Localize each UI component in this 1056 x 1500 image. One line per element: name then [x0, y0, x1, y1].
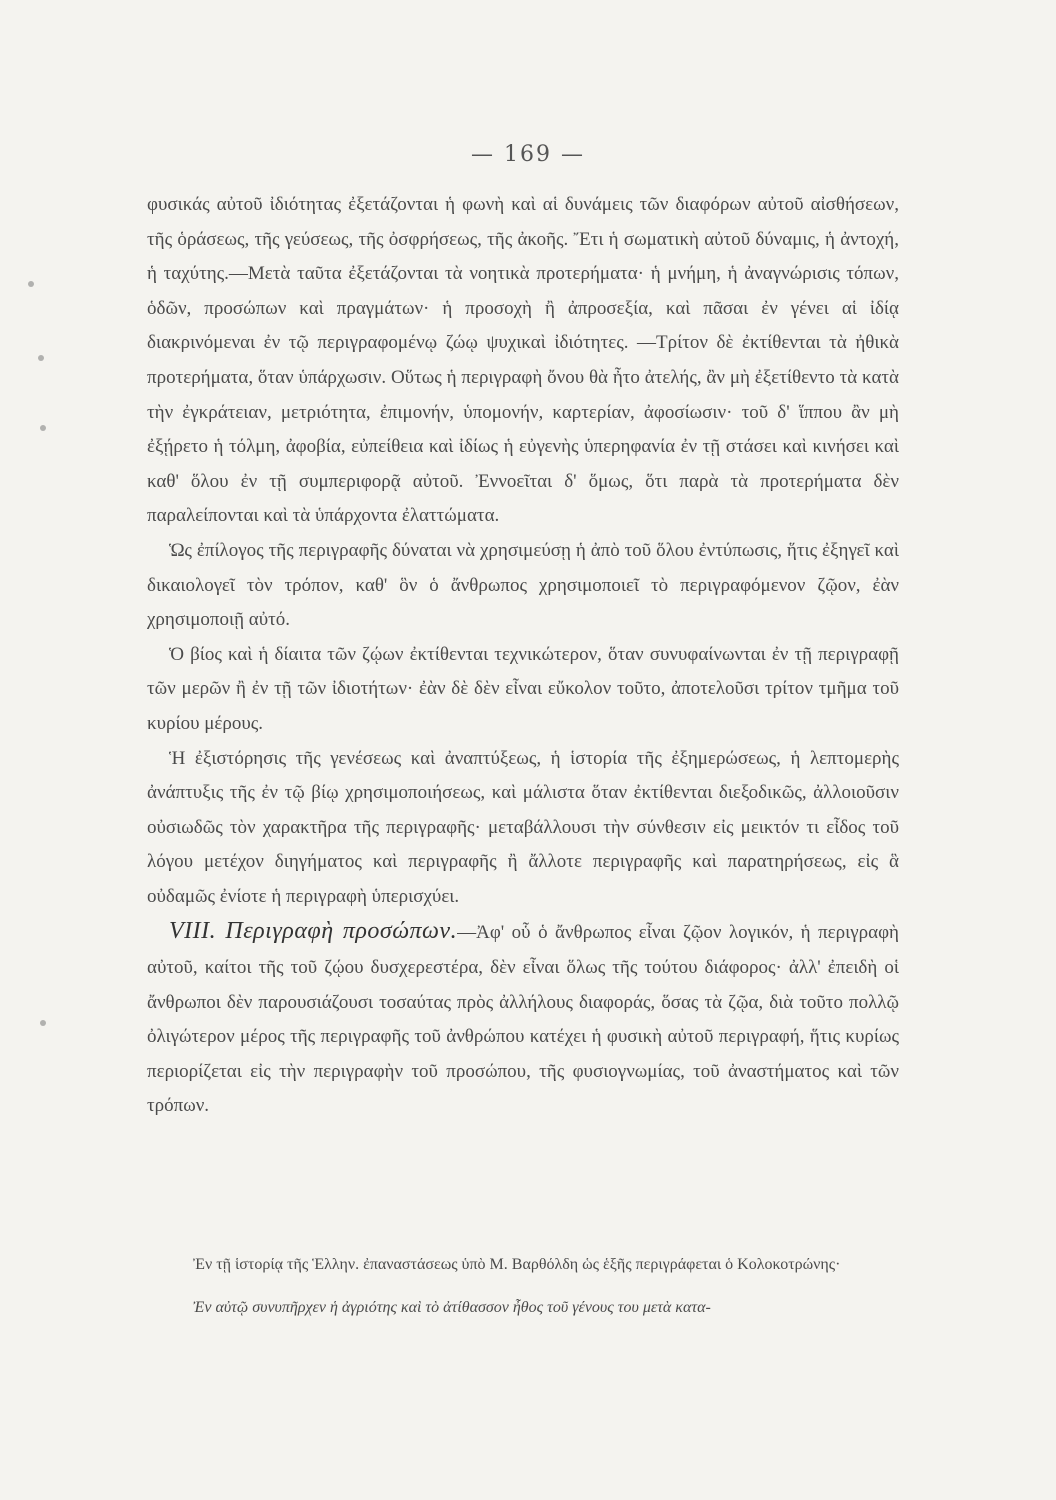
section-heading: VIII. Περιγραφὴ προσώπων.	[169, 918, 458, 945]
quote-excerpt: Ἐν αὐτῷ συνυπῆρχεν ἡ ἀγριότης καὶ τὸ ἀτίθασσον ἦθος τοῦ γένους του μετὰ κατα-	[193, 1299, 711, 1316]
section-text: —Ἀφ' οὗ ὁ ἄνθρωπος εἶναι ζῷον λογικόν, ἡ περιγραφὴ αὐτοῦ, καίτοι τῆς τοῦ ζῴου δυσχερεστέρα, δὲν εἶναι ὅλως τῆς τούτου διάφορος· ἀλλ' ἐπειδὴ οἱ ἄνθρωποι δὲν παρουσιάζουσι τοσαύτας πρὸς ἀλλήλους διαφοράς, ὅσας τὰ ζῷα, διὰ τοῦτο πολλῷ ὀλιγώτερον μέρος τῆς περιγραφῆς τοῦ ἀνθρώπου κατέχει ἡ φυσικὴ αὐτοῦ περιγραφή, ἥτις κυρίως περιορίζεται εἰς τὴν περιγραφὴν τοῦ προσώπου, τῆς φυσιογνωμίας, τοῦ ἀναστήματος καὶ τῶν τρόπων.	[147, 922, 899, 1117]
scan-speck	[40, 425, 46, 431]
scan-speck	[40, 1020, 46, 1026]
quote-intro: Ἐν τῇ ἱστορίᾳ τῆς Ἑλλην. ἐπαναστάσεως ὑπὸ Μ. Βαρθόλδη ὡς ἑξῆς περιγράφεται ὁ Κολοκοτρώνης·	[193, 1256, 841, 1273]
paragraph-animal-qualities: φυσικάς αὐτοῦ ἰδιότητας ἐξετάζονται ἡ φωνὴ καὶ αἱ δυνάμεις τῶν διαφόρων αὐτοῦ αἰσθήσεων, τῆς ὁράσεως, τῆς γεύσεως, τῆς ὀσφρήσεως, τῆς ἀκοῆς. Ἔτι ἡ σωματικὴ αὐτοῦ δύναμις, ἡ ἀντοχή, ἡ ταχύτης.—Μετὰ ταῦτα ἐξετάζονται τὰ νοητικὰ προτερήματα· ἡ μνήμη, ἡ ἀναγνώρισις τόπων, ὁδῶν, προσώπων καὶ πραγμάτων· ἡ προσοχὴ ἢ ἀπροσεξία, καὶ πᾶσαι ἐν γένει αἱ ἰδίᾳ διακρινόμεναι ἐν τῷ περιγραφομένῳ ζώῳ ψυχικαὶ ἰδιότητες. —Τρίτον δὲ ἐκτίθενται τὰ ἠθικὰ προτερήματα, ὅταν ὑπάρχωσιν. Οὕτως ἡ περιγραφὴ ὄνου θὰ ἦτο ἀτελής, ἂν μὴ ἐξετίθεντο τὰ κατὰ τὴν ἐγκράτειαν, μετριότητα, ἐπιμονήν, ὑπομονήν, καρτερίαν, ἀφοσίωσιν· τοῦ δ' ἵππου ἂν μὴ ἐξῄρετο ἡ τόλμη, ἀφοβία, εὐπείθεια καὶ ἰδίως ἡ εὐγενὴς ὑπερηφανία ἐν τῇ στάσει καὶ κινήσει καὶ καθ' ὅλου ἐν τῇ συμπεριφορᾷ αὐτοῦ. Ἐννοεῖται δ' ὅμως, ὅτι παρὰ τὰ προτερήματα δὲν παραλείπονται καὶ τὰ ὑπάρχοντα ἐλαττώματα.	[147, 194, 899, 527]
paragraph-history: Ἡ ἐξιστόρησις τῆς γενέσεως καὶ ἀναπτύξεως, ἡ ἱστορία τῆς ἐξημερώσεως, ἡ λεπτομερὴς ἀνάπτυξις τῆς ἐν τῷ βίῳ χρησιμοποιήσεως, καὶ μάλιστα ὅταν ἐκτίθενται διεξοδικῶς, ἀλλοιοῦσιν οὐσιωδῶς τὸν χαρακτῆρα τῆς περιγραφῆς· μεταβάλλουσι τὴν σύνθεσιν εἰς μεικτόν τι εἶδος τοῦ λόγου μετέχον διηγήματος καὶ περιγραφῆς ἢ ἄλλοτε περιγραφῆς καὶ παρατηρήσεως, εἰς ἃ οὐδαμῶς ἐνίοτε ἡ περιγραφὴ ὑπερισχύει.	[147, 747, 899, 907]
paragraph-epilogue: Ὡς ἐπίλογος τῆς περιγραφῆς δύναται νὰ χρησιμεύσῃ ἡ ἀπὸ τοῦ ὅλου ἐντύπωσις, ἥτις ἐξηγεῖ καὶ δικαιολογεῖ τὸν τρόπον, καθ' ὃν ὁ ἄνθρωπος χρησιμοποιεῖ τὸ περιγραφόμενον ζῷον, ἐὰν χρησιμοποιῇ αὐτό.	[147, 539, 899, 631]
quote-block	[147, 1250, 899, 1322]
paragraph-life-habits: Ὁ βίος καὶ ἡ δίαιτα τῶν ζῴων ἐκτίθενται τεχνικώτερον, ὅταν συνυφαίνωνται ἐν τῇ περιγραφῇ τῶν μερῶν ἢ ἐν τῇ τῶν ἰδιοτήτων· ἐὰν δὲ δὲν εἶναι εὔκολον τοῦτο, ἀποτελοῦσι τρίτον τμῆμα τοῦ κυρίου μέρους.	[147, 643, 899, 734]
scan-speck	[28, 281, 34, 287]
page-number: — 169 —	[471, 142, 585, 167]
paragraph-persons	[147, 914, 899, 1124]
main-text	[147, 188, 899, 1124]
scan-speck	[38, 355, 44, 361]
